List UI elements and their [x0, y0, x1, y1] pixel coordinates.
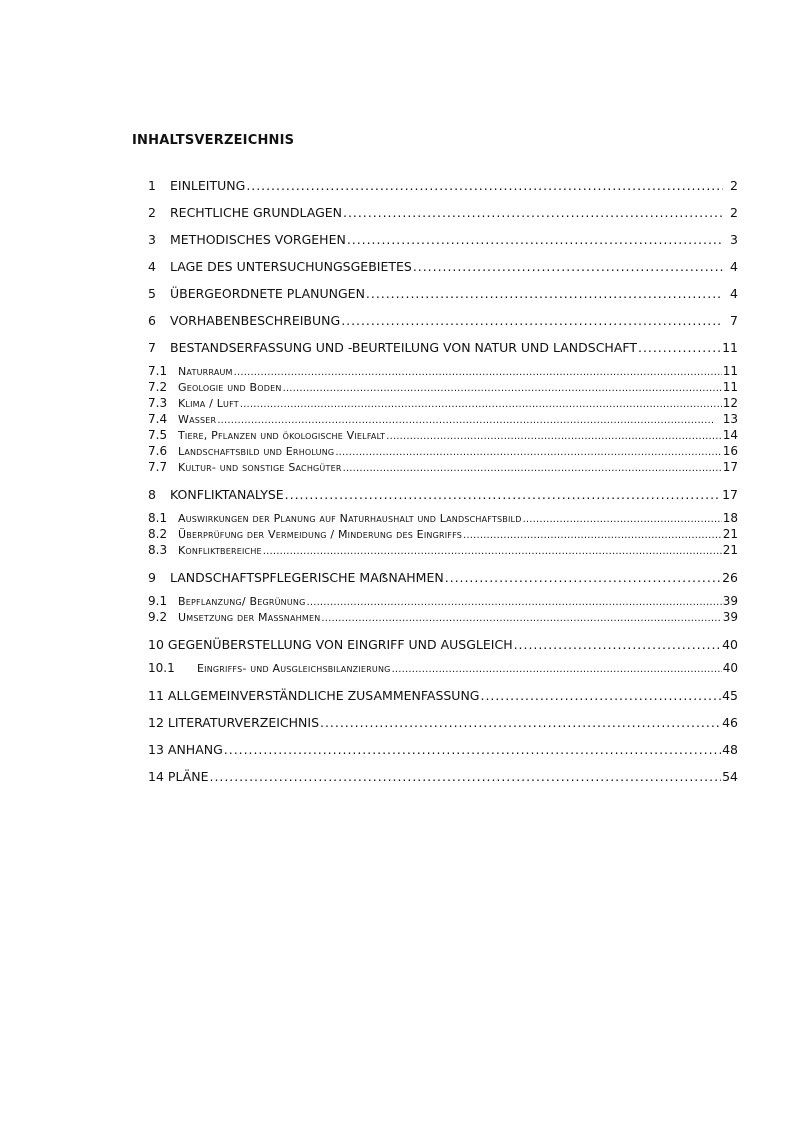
toc-entry-number: 8.3 — [148, 543, 168, 557]
toc-leader-dots — [217, 413, 721, 427]
toc-entry-title: Klima / Luft — [178, 397, 239, 410]
toc-entry-title: Tiere, Pflanzen und ökologische Vielfalt — [178, 429, 386, 442]
toc-entry-page: 2 — [730, 178, 738, 193]
toc-entry-page: 45 — [722, 688, 738, 703]
toc-entry[interactable] — [148, 230, 738, 249]
toc-entry-number: 10.1 — [148, 661, 175, 675]
toc-subentry[interactable] — [148, 395, 738, 411]
toc-entry-number: 5 — [148, 286, 156, 301]
toc-leader-dots — [307, 595, 722, 609]
toc-leader-dots — [320, 713, 721, 732]
toc-entry-number: 6 — [148, 313, 156, 328]
toc-entry-page: 46 — [722, 715, 738, 730]
table-of-contents — [148, 176, 738, 794]
toc-entry-number: 4 — [148, 259, 156, 274]
toc-entry-title: Konfliktbereiche — [178, 544, 262, 557]
toc-entry-page: 39 — [722, 594, 738, 608]
toc-entry-number: 2 — [148, 205, 156, 220]
toc-entry-page: 40 — [722, 661, 738, 675]
toc-entry-title: LANDSCHAFTSPFLEGERISCHE MAẞNAHMEN — [170, 570, 444, 585]
toc-entry-page: 11 — [722, 340, 738, 355]
toc-entry-title: RECHTLICHE GRUNDLAGEN — [170, 205, 343, 220]
toc-entry-page: 26 — [722, 570, 738, 585]
toc-entry-number: 3 — [148, 232, 156, 247]
toc-entry-title: Geologie und Boden — [178, 381, 282, 394]
toc-entry-number: 1 — [148, 178, 156, 193]
toc-entry-title: METHODISCHES VORGEHEN — [170, 232, 346, 247]
toc-leader-dots — [224, 740, 721, 759]
toc-entry-page: 3 — [730, 232, 738, 247]
toc-entry-number: 7.7 — [148, 460, 168, 474]
toc-leader-dots — [343, 203, 723, 222]
toc-entry-page: 18 — [722, 511, 738, 525]
toc-entry-number: 7.2 — [148, 380, 168, 394]
toc-entry-number: 14 — [148, 769, 164, 784]
toc-entry[interactable] — [148, 767, 738, 786]
toc-subentry[interactable] — [148, 542, 738, 558]
toc-entry-number: 8 — [148, 487, 156, 502]
toc-entry-page: 12 — [722, 396, 738, 410]
toc-subentry[interactable] — [148, 526, 738, 542]
toc-entry-title: Eingriffs- und Ausgleichsbilanzierung — [197, 662, 391, 675]
toc-leader-dots — [523, 512, 722, 526]
toc-entry-title: LAGE DES UNTERSUCHUNGSGEBIETES — [170, 259, 412, 274]
toc-subentry[interactable] — [148, 411, 738, 427]
toc-leader-dots — [283, 381, 722, 395]
toc-leader-dots — [285, 485, 721, 504]
toc-entry-title: EINLEITUNG — [170, 178, 246, 193]
toc-entry-page: 11 — [722, 364, 738, 378]
toc-entry-number: 12 — [148, 715, 164, 730]
toc-entry-page: 54 — [722, 769, 738, 784]
toc-entry-title: Kultur- und sonstige Sachgüter — [178, 461, 342, 474]
toc-leader-dots — [638, 338, 721, 357]
toc-entry-number: 9.1 — [148, 594, 168, 608]
toc-entry-number: 8.2 — [148, 527, 168, 541]
toc-subentry[interactable] — [148, 593, 738, 609]
toc-entry-title: KONFLIKTANALYSE — [170, 487, 284, 502]
toc-entry-title: GEGENÜBERSTELLUNG VON EINGRIFF UND AUSGLEICH — [167, 637, 513, 652]
toc-leader-dots — [341, 311, 723, 330]
toc-entry-number: 11 — [148, 688, 164, 703]
toc-leader-dots — [240, 397, 722, 411]
toc-entry-page: 4 — [730, 259, 738, 274]
toc-entry-number: 8.1 — [148, 511, 168, 525]
toc-entry-title: Wasser — [178, 413, 217, 426]
toc-subentry[interactable] — [148, 459, 738, 475]
toc-leader-dots — [343, 461, 722, 475]
toc-entry[interactable] — [148, 713, 738, 732]
toc-leader-dots — [386, 429, 721, 443]
toc-entry[interactable] — [148, 485, 738, 504]
toc-leader-dots — [335, 445, 721, 459]
toc-entry-title: Auswirkungen der Planung auf Naturhaushalt und Landschaftsbild — [178, 512, 522, 525]
toc-leader-dots — [413, 257, 723, 276]
toc-entry[interactable] — [148, 740, 738, 759]
toc-entry-title: VORHABENBESCHREIBUNG — [170, 313, 341, 328]
toc-entry-number: 7.3 — [148, 396, 168, 410]
toc-leader-dots — [210, 767, 722, 786]
toc-entry[interactable] — [148, 284, 738, 303]
toc-subentry[interactable] — [148, 443, 738, 459]
toc-entry-number: 9.2 — [148, 610, 168, 624]
toc-leader-dots — [514, 635, 721, 654]
toc-subentry[interactable] — [148, 660, 738, 676]
toc-entry-title: Umsetzung der Maßnahmen — [178, 611, 321, 624]
toc-entry-page: 14 — [722, 428, 738, 442]
toc-entry-number: 7.6 — [148, 444, 168, 458]
toc-entry-title: PLÄNE — [167, 769, 209, 784]
toc-entry-page: 40 — [722, 637, 738, 652]
toc-leader-dots — [392, 662, 722, 676]
toc-entry-page: 17 — [722, 460, 738, 474]
toc-leader-dots — [234, 365, 722, 379]
toc-subentry[interactable] — [148, 609, 738, 625]
toc-entry-title: LITERATURVERZEICHNIS — [167, 715, 320, 730]
toc-entry-page: 4 — [730, 286, 738, 301]
toc-heading: INHALTSVERZEICHNIS — [132, 133, 295, 148]
toc-entry-page: 13 — [722, 412, 738, 426]
toc-entry-number: 7.4 — [148, 412, 168, 426]
toc-entry[interactable] — [148, 338, 738, 357]
toc-entry[interactable] — [148, 257, 738, 276]
toc-entry-number: 10 — [148, 637, 164, 652]
toc-entry-page: 48 — [722, 742, 738, 757]
toc-leader-dots — [463, 528, 722, 542]
toc-entry-page: 39 — [722, 610, 738, 624]
toc-leader-dots — [481, 686, 722, 705]
toc-entry-page: 2 — [730, 205, 738, 220]
toc-leader-dots — [263, 544, 722, 558]
toc-subentry[interactable] — [148, 363, 738, 379]
toc-entry-title: Landschaftsbild und Erholung — [178, 445, 335, 458]
toc-leader-dots — [246, 176, 723, 195]
toc-subentry[interactable] — [148, 510, 738, 526]
toc-entry-title: ÜBERGEORDNETE PLANUNGEN — [170, 286, 365, 301]
toc-entry-number: 7.5 — [148, 428, 168, 442]
toc-entry[interactable] — [148, 568, 738, 587]
toc-entry-title: Überprüfung der Vermeidung / Minderung des Eingriffs — [178, 528, 463, 541]
toc-entry-title: ALLGEMEINVERSTÄNDLICHE ZUSAMMENFASSUNG — [167, 688, 480, 703]
toc-leader-dots — [347, 230, 723, 249]
toc-leader-dots — [321, 611, 721, 625]
toc-subentry[interactable] — [148, 379, 738, 395]
toc-leader-dots — [366, 284, 723, 303]
toc-subentry[interactable] — [148, 427, 738, 443]
toc-entry-number: 7.1 — [148, 364, 168, 378]
toc-entry[interactable] — [148, 686, 738, 705]
toc-leader-dots — [445, 568, 721, 587]
toc-entry-page: 21 — [722, 543, 738, 557]
toc-entry-page: 7 — [730, 313, 738, 328]
toc-entry[interactable] — [148, 635, 738, 654]
toc-entry-title: Bepflanzung/ Begrünung — [178, 595, 306, 608]
toc-entry-page: 21 — [722, 527, 738, 541]
toc-entry-title: BESTANDSERFASSUNG UND -BEURTEILUNG VON NATUR UND LANDSCHAFT — [170, 340, 637, 355]
toc-entry-page: 16 — [722, 444, 738, 458]
toc-entry-title: ANHANG — [167, 742, 223, 757]
toc-entry[interactable] — [148, 203, 738, 222]
toc-entry[interactable] — [148, 176, 738, 195]
toc-entry-number: 9 — [148, 570, 156, 585]
toc-entry-page: 17 — [722, 487, 738, 502]
toc-entry-number: 7 — [148, 340, 156, 355]
toc-entry-number: 13 — [148, 742, 164, 757]
toc-entry-title: Naturraum — [178, 365, 233, 378]
toc-entry-page: 11 — [722, 380, 738, 394]
toc-entry[interactable] — [148, 311, 738, 330]
